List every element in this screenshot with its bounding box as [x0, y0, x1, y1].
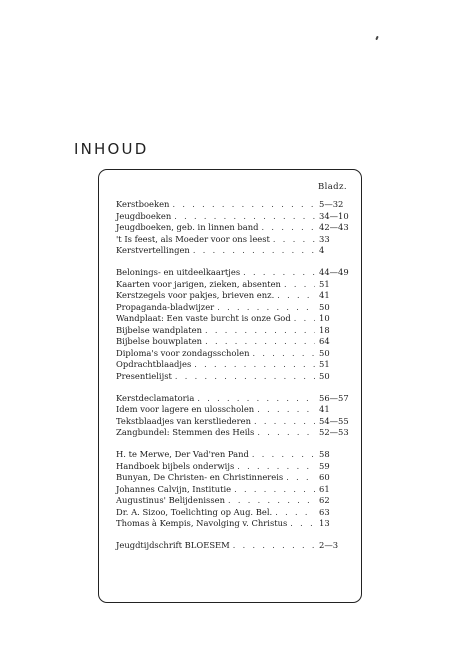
toc-entry — [116, 518, 349, 530]
toc-entry-pages: 54—55 — [319, 415, 349, 426]
toc-entry-pages: 13 — [319, 518, 330, 528]
toc-entry — [116, 427, 349, 439]
toc-entry-title: Belonings- en uitdeelkaartjes — [116, 267, 241, 277]
toc-entry-pages: 18 — [319, 324, 330, 335]
toc-entry-title: Kerstboeken — [116, 199, 170, 209]
dot-leader — [251, 416, 315, 428]
toc-entry-title: Opdrachtblaadjes — [116, 359, 192, 369]
toc-entry-pages: 41 — [319, 290, 330, 300]
dot-leader — [202, 325, 315, 337]
toc-entry-title: 't Is feest, als Moeder voor ons leest — [116, 233, 270, 244]
dot-leader — [254, 404, 315, 416]
toc-entry — [116, 540, 349, 552]
toc-entry — [116, 393, 349, 405]
toc-entry-pages: 50 — [319, 347, 330, 358]
toc-entry-title: Bijbelse bouwplaten — [116, 336, 203, 346]
toc-entry-pages: 41 — [319, 404, 330, 414]
toc-entry-pages: 33 — [319, 233, 330, 244]
dot-leader — [194, 393, 315, 405]
dot-leader — [259, 222, 315, 234]
toc-entry — [116, 507, 349, 519]
toc-entry — [116, 290, 349, 302]
dot-leader — [274, 290, 315, 302]
toc-entry — [116, 325, 349, 337]
toc-entry-pages: 50 — [319, 301, 330, 312]
dot-leader — [254, 427, 315, 439]
dot-leader — [231, 484, 315, 496]
toc-entry-title: Thomas à Kempis, Navolging v. Christus — [116, 518, 288, 528]
toc-entry — [116, 267, 349, 279]
toc-entry-pages: 64 — [319, 336, 330, 346]
toc-entry — [116, 279, 349, 291]
toc-entry-title: Propaganda-bladwijzer — [116, 301, 215, 312]
toc-group — [116, 267, 349, 382]
dot-leader — [171, 211, 315, 223]
toc-entry-title: Presentielijst — [116, 370, 172, 381]
toc-entry-title: Handboek bijbels onderwijs — [116, 460, 235, 471]
toc-entry — [116, 245, 349, 257]
toc-entry — [116, 371, 349, 383]
dot-leader — [214, 302, 315, 314]
dot-leader — [230, 540, 315, 552]
toc-entry-title: Kerstdeclamatoria — [116, 392, 195, 403]
toc-entry — [116, 416, 349, 428]
ink-speck — [375, 36, 379, 40]
toc-entry — [116, 302, 349, 314]
toc-entry-title: Jeugdboeken, geb. in linnen band — [116, 222, 259, 232]
toc-entry-title: Jeugdboeken — [116, 210, 172, 221]
toc-entry-pages: 51 — [319, 278, 330, 289]
dot-leader — [234, 461, 315, 473]
toc-entry — [116, 234, 349, 246]
toc-entry — [116, 211, 349, 223]
dot-leader — [291, 313, 315, 325]
dot-leader — [202, 336, 315, 348]
dot-leader — [281, 279, 315, 291]
toc-entry-title: Augustinus' Belijdenissen — [116, 495, 225, 505]
toc-group — [116, 540, 349, 552]
toc-entry — [116, 461, 349, 473]
toc-group — [116, 393, 349, 439]
toc-entry — [116, 449, 349, 461]
toc-entry-pages: 5—32 — [319, 199, 344, 209]
toc-entry-title: Jeugdtijdschrift BLOESEM — [116, 540, 230, 550]
dot-leader — [287, 518, 315, 530]
toc-entry-pages: 44—49 — [319, 267, 349, 277]
toc-entry — [116, 348, 349, 360]
toc-entry-title: Zangbundel: Stemmen des Heils — [116, 427, 255, 437]
dot-leader — [240, 267, 315, 279]
dot-leader — [270, 234, 315, 246]
toc-entry-title: Bunyan, De Christen- en Christinnereis — [116, 472, 284, 482]
toc-entry-pages: 50 — [319, 370, 330, 381]
toc-entry — [116, 199, 349, 211]
toc-groups — [116, 199, 349, 552]
toc-entry-pages: 58 — [319, 449, 330, 459]
toc-entry — [116, 313, 349, 325]
toc-entry-pages: 42—43 — [319, 222, 349, 232]
toc-entry-pages: 4 — [319, 245, 325, 255]
toc-entry-title: Kerstvertellingen — [116, 245, 190, 255]
toc-entry-title: Kaarten voor jarigen, zieken, absenten — [116, 278, 281, 289]
toc-entry-title: Johannes Calvijn, Institutie — [116, 483, 232, 494]
toc-entry-title: Dr. A. Sizoo, Toelichting op Aug. Bel. — [116, 506, 273, 517]
toc-entry-pages: 34—10 — [319, 210, 349, 221]
toc-entry-pages: 51 — [319, 359, 330, 369]
toc-entry-title: Tekstblaadjes van kerstliederen — [116, 415, 251, 426]
toc-entry-title: Idem voor lagere en ulosscholen — [116, 404, 255, 414]
dot-leader — [190, 245, 315, 257]
dot-leader — [249, 348, 315, 360]
toc-entry-pages: 63 — [319, 506, 330, 517]
dot-leader — [169, 199, 315, 211]
page-column-header: Bladz. — [317, 182, 347, 192]
toc-entry-title: Bijbelse wandplaten — [116, 324, 203, 335]
toc-entry-title: Kerstzegels voor pakjes, brieven enz. — [116, 290, 275, 300]
dot-leader — [172, 371, 315, 383]
table-of-contents-box — [98, 169, 362, 603]
toc-entry — [116, 404, 349, 416]
dot-leader — [249, 449, 315, 461]
toc-entry-title: Wandplaat: Een vaste burcht is onze God — [116, 313, 291, 323]
toc-entry — [116, 495, 349, 507]
dot-leader — [191, 359, 315, 371]
toc-entry-pages: 61 — [319, 483, 330, 494]
toc-entry — [116, 484, 349, 496]
toc-entry-pages: 52—53 — [319, 427, 349, 437]
toc-entry — [116, 472, 349, 484]
toc-entry-pages: 60 — [319, 472, 330, 482]
toc-entry — [116, 359, 349, 371]
toc-group — [116, 449, 349, 530]
dot-leader — [272, 507, 315, 519]
toc-entry-pages: 56—57 — [319, 392, 349, 403]
toc-entry — [116, 222, 349, 234]
page-title: INHOUD — [74, 140, 149, 158]
toc-entry-pages: 10 — [319, 313, 330, 323]
toc-entry-pages: 59 — [319, 460, 330, 471]
toc-group — [116, 199, 349, 257]
toc-entry — [116, 336, 349, 348]
dot-leader — [225, 495, 315, 507]
toc-entry-title: Diploma's voor zondagsscholen — [116, 347, 250, 358]
dot-leader — [283, 472, 315, 484]
toc-entry-title: H. te Merwe, Der Vad'ren Pand — [116, 449, 249, 459]
toc-entry-pages: 2—3 — [319, 540, 339, 550]
toc-entry-pages: 62 — [319, 495, 330, 505]
